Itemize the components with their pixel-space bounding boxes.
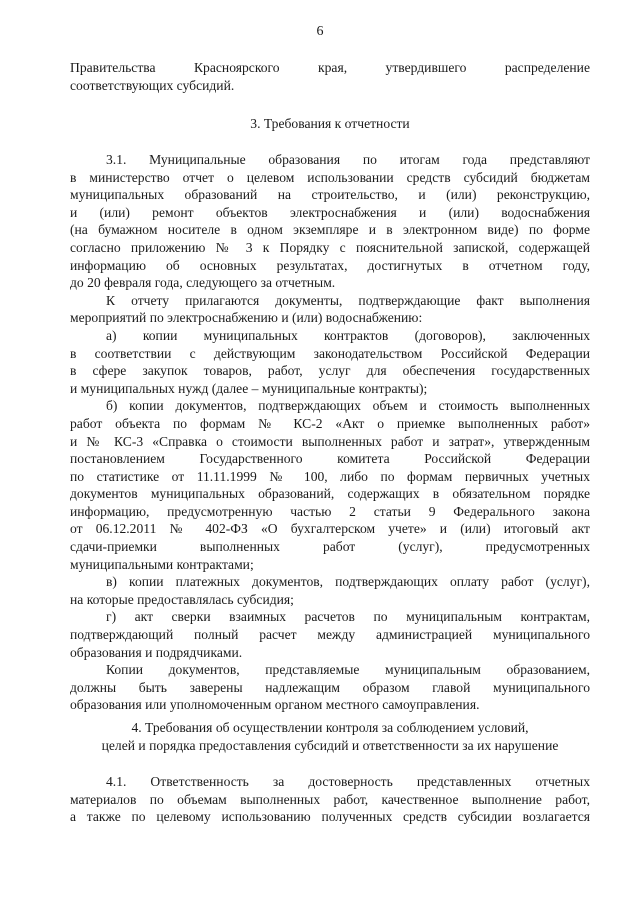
text-line: на которые предоставлялась субсидия; (70, 591, 294, 607)
text-line: материалов по объемам выполненных работ, качественное выполнение работ, (70, 791, 590, 807)
section-3-heading-block (70, 115, 590, 133)
section-4-body (70, 773, 590, 826)
text-line: образования и подрядчиками. (70, 644, 243, 660)
text-line: сдачи-приемки выполненных работ (услуг), предусмотренных (70, 539, 590, 555)
page-number: 6 (316, 24, 324, 39)
text-line: муниципальных образований на строительство, и (или) реконструкцию, (70, 187, 590, 203)
text-line: информацию об основных результатах, достигнутых в отчетном году, (70, 257, 590, 273)
text-line: постановлением Государственного комитета Российской Федерации (70, 451, 590, 467)
text-line: работ объекта по формам № КС-2 «Акт о приемке выполненных работ» (70, 415, 590, 431)
text-line: и № КС-3 «Справка о стоимости выполненных работ и затрат», утвержденным (70, 433, 590, 449)
text-line: Копии документов, представляемые муниципальным образованием, (106, 662, 590, 678)
text-line: Правительства Красноярского края, утвердившего распределение (70, 60, 590, 75)
text-line: 3.1. Муниципальные образования по итогам года представляют (106, 152, 590, 167)
text-line: согласно приложению № 3 к Порядку с пояснительной запиской, содержащей (70, 239, 590, 255)
text-line: в сфере закупок товаров, работ, услуг для обеспечения государственных (70, 363, 590, 379)
text-line: К отчету прилагаются документы, подтверждающие факт выполнения (106, 292, 590, 308)
text-line: в соответствии с действующим законодательством Российской Федерации (70, 345, 590, 361)
section-3-heading: 3. Требования к отчетности (250, 116, 410, 131)
text-line: должны быть заверены надлежащим образом главой муниципального (70, 679, 590, 695)
text-line: а) копии муниципальных контрактов (договоров), заключенных (106, 327, 590, 343)
text-line: в) копии платежных документов, подтверждающих оплату работ (услуг), (106, 574, 590, 590)
text-line: до 20 февраля года, следующего за отчетным. (70, 275, 336, 291)
text-line: 4.1. Ответственность за достоверность представленных отчетных (106, 774, 590, 789)
section-4-heading-line: 4. Требования об осуществлении контроля за соблюдением условий, (131, 720, 529, 735)
text-line: образования или уполномоченным органом местного самоуправления. (70, 697, 480, 713)
text-line: б) копии документов, подтверждающих объем и стоимость выполненных (106, 398, 590, 414)
text-line: муниципальными контрактами; (70, 556, 254, 572)
text-line: от 06.12.2011 № 402-ФЗ «О бухгалтерском учете» и (или) итоговый акт (70, 521, 590, 537)
text-line: г) акт сверки взаимных расчетов по муниципальным контрактам, (106, 609, 590, 625)
text-line: и (или) ремонт объектов электроснабжения и (или) водоснабжения (70, 204, 590, 220)
text-line: в министерство отчет о целевом использовании средств субсидий бюджетам (70, 169, 590, 185)
text-line: соответствующих субсидий. (70, 77, 235, 93)
text-line: а также по целевому использованию полученных средств субсидии возлагается (70, 809, 590, 825)
section-4-heading-block (70, 719, 590, 754)
text-line: по статистике от 11.11.1999 № 100, либо по формам первичных учетных (70, 468, 590, 484)
section-4-heading-line: целей и порядка предоставления субсидий и ответственности за их нарушение (101, 737, 559, 753)
section-3-body (70, 151, 590, 714)
text-line: информацию, предусмотренную частью 2 статьи 9 Федерального закона (70, 503, 590, 519)
intro-paragraph (70, 59, 590, 94)
text-line: документов муниципальных образований, содержащих в обязательном порядке (70, 486, 590, 502)
text-line: мероприятий по электроснабжению и (или) водоснабжению: (70, 310, 423, 326)
text-line: подтверждающий полный расчет между администрацией муниципального (70, 627, 590, 643)
text-line: (на бумажном носителе в одном экземпляре и в электронном виде) по форме (70, 222, 590, 238)
text-line: и муниципальных нужд (далее – муниципальные контракты); (70, 380, 428, 396)
